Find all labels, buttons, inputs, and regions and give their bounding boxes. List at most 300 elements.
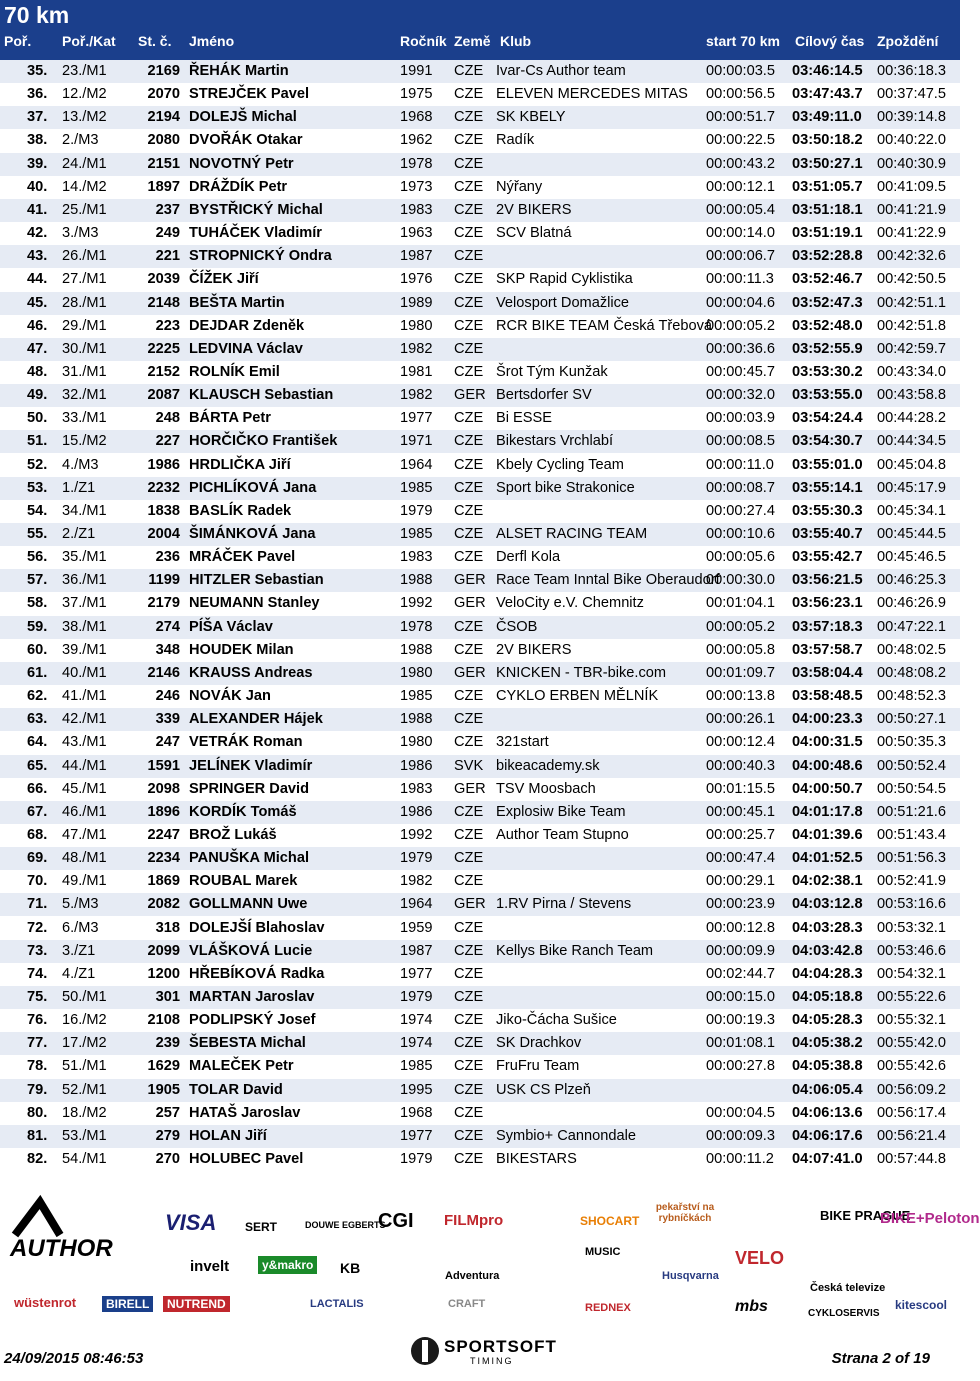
cell-birth-year: 1988 [400,572,433,589]
cell-country: CZE [454,850,484,867]
cell-name: BYSTŘICKÝ Michal [189,201,323,218]
cell-start-number: 348 [155,641,180,658]
cell-club: Velosport Domažlice [496,294,630,311]
cell-start-time: 00:00:09.9 [706,942,775,959]
cell-category-rank: 32./M1 [62,387,107,404]
cell-start-time: 00:00:26.1 [706,711,775,728]
cell-country: GER [454,780,486,797]
cell-country: CZE [454,965,484,982]
cell-club: USK CS Plzeň [496,1081,591,1098]
cell-gap: 00:39:14.8 [877,109,946,126]
table-row [0,893,960,916]
table-row [0,801,960,824]
cell-finish-time: 03:51:19.1 [792,225,863,242]
header-start: start 70 km [706,33,780,49]
cell-name: ŘEHÁK Martin [189,63,289,79]
cell-name: STREJČEK Pavel [189,86,310,103]
cell-gap: 00:51:21.6 [877,803,946,820]
cell-birth-year: 1979 [400,502,433,519]
cell-name: NEUMANN Stanley [189,595,320,612]
cell-start-number: 2070 [147,86,180,103]
cell-club: ČSOB [496,618,538,635]
cell-country: CZE [454,63,484,79]
cell-category-rank: 51./M1 [62,1058,107,1075]
table-row [0,83,960,106]
cell-club: Ivar-Cs Author team [496,63,626,79]
cell-finish-time: 04:03:12.8 [792,896,863,913]
cell-start-number: 1591 [147,757,180,774]
cell-country: CZE [454,201,484,218]
cell-start-time: 00:00:23.9 [706,896,775,913]
cell-gap: 00:42:32.6 [877,248,946,265]
cell-birth-year: 1986 [400,757,433,774]
cell-finish-time: 03:55:01.0 [792,456,863,473]
cell-start-number: 2225 [147,340,180,357]
cell-country: CZE [454,86,484,103]
cell-finish-time: 03:58:04.4 [792,664,863,681]
cell-start-time: 00:00:19.3 [706,1012,775,1029]
cell-start-time: 00:00:30.0 [706,572,775,589]
cell-rank: 52. [27,456,48,473]
cell-birth-year: 1976 [400,271,433,288]
cell-category-rank: 40./M1 [62,664,107,681]
cell-gap: 00:48:08.2 [877,664,946,681]
cell-category-rank: 45./M1 [62,780,107,797]
table-row [0,292,960,315]
cell-rank: 62. [27,688,48,705]
cell-birth-year: 1978 [400,618,433,635]
cell-category-rank: 37./M1 [62,595,107,612]
table-row [0,523,960,546]
cell-rank: 79. [27,1081,48,1098]
cell-birth-year: 1985 [400,526,433,542]
table-row [0,963,960,986]
cell-rank: 65. [27,757,48,774]
cell-gap: 00:50:35.3 [877,734,946,751]
cell-club: TSV Moosbach [496,780,596,797]
cell-name: HRDLIČKA Jiří [189,456,291,473]
cell-start-time: 00:00:11.3 [706,271,774,288]
cell-country: CZE [454,1127,484,1144]
cell-start-time: 00:00:12.8 [706,919,775,936]
sportsoft-logo [410,1334,570,1370]
cell-club: Explosiw Bike Team [496,803,626,820]
cell-start-number: 2169 [147,63,180,79]
cell-club: Author Team Stupno [496,826,629,843]
cell-name: PANUŠKA Michal [189,850,310,867]
cell-rank: 63. [27,711,48,728]
cell-category-rank: 2./Z1 [62,526,96,542]
cell-start-time: 00:00:09.3 [706,1127,775,1144]
cell-gap: 00:47:22.1 [877,618,946,635]
cell-start-number: 1869 [147,873,180,890]
cell-start-number: 236 [155,549,180,566]
cell-gap: 00:56:09.2 [877,1081,946,1098]
cell-country: GER [454,896,486,913]
cell-gap: 00:37:47.5 [877,86,946,103]
sponsor-ceska-televize: Česká televize [810,1282,886,1294]
cell-finish-time: 04:06:13.6 [792,1104,863,1121]
cell-name: VLÁŠKOVÁ Lucie [189,942,313,959]
cell-country: CZE [454,132,484,149]
table-row [0,500,960,523]
cell-finish-time: 03:56:21.5 [792,572,863,589]
cell-category-rank: 3./M3 [62,225,99,242]
cell-rank: 49. [27,387,48,404]
cell-category-rank: 42./M1 [62,711,107,728]
cell-name: HITZLER Sebastian [189,572,324,589]
cell-country: CZE [454,641,484,658]
cell-finish-time: 03:52:55.9 [792,340,863,357]
cell-name: ROUBAL Marek [189,873,298,890]
table-row [0,662,960,685]
cell-rank: 58. [27,595,48,612]
cell-start-time: 00:00:43.2 [706,155,775,172]
cell-finish-time: 04:02:38.1 [792,873,863,890]
cell-start-time: 00:00:47.4 [706,850,775,867]
cell-finish-time: 04:05:18.8 [792,989,863,1005]
cell-finish-time: 03:46:14.5 [792,63,863,79]
cell-birth-year: 1979 [400,850,433,867]
cell-name: MARTAN Jaroslav [189,989,315,1005]
cell-finish-time: 04:05:38.2 [792,1035,863,1052]
cell-start-time: 00:00:08.7 [706,479,775,496]
cell-start-time: 00:00:06.7 [706,248,775,265]
cell-rank: 57. [27,572,48,589]
cell-category-rank: 4./M3 [62,456,99,473]
cell-rank: 77. [27,1035,48,1052]
table-row [0,685,960,708]
cell-gap: 00:57:44.8 [877,1151,946,1168]
cell-birth-year: 1985 [400,479,433,496]
cell-country: CZE [454,803,484,820]
cell-start-time: 00:00:29.1 [706,873,775,890]
cell-country: CZE [454,456,484,473]
cell-name: TOLAR David [189,1081,283,1098]
cell-finish-time: 03:52:48.0 [792,317,863,334]
cell-start-number: 248 [155,410,180,427]
cell-country: CZE [454,711,484,728]
sponsor-lactalis: LACTALIS [310,1298,364,1310]
cell-rank: 71. [27,896,48,913]
cell-category-rank: 18./M2 [62,1104,107,1121]
cell-country: CZE [454,109,484,126]
cell-gap: 00:55:32.1 [877,1012,946,1029]
sponsor-kitescool: kitescool [895,1298,948,1312]
cell-finish-time: 03:57:18.3 [792,618,863,635]
cell-rank: 56. [27,549,48,566]
cell-category-rank: 15./M2 [62,433,107,450]
cell-rank: 74. [27,965,48,982]
cell-start-number: 279 [155,1127,180,1144]
cell-start-number: 246 [155,688,180,705]
cell-start-time: 00:00:27.4 [706,502,775,519]
cell-finish-time: 03:51:05.7 [792,178,863,195]
cell-gap: 00:44:28.2 [877,410,946,427]
cell-finish-time: 03:54:24.4 [792,410,863,427]
cell-start-time: 00:00:04.6 [706,294,775,311]
cell-finish-time: 03:52:28.8 [792,248,863,265]
cell-club: bikeacademy.sk [496,757,600,774]
cell-name: PÍŠA Václav [189,618,273,635]
cell-category-rank: 3./Z1 [62,942,96,959]
cell-rank: 47. [27,340,48,357]
cell-rank: 82. [27,1151,48,1168]
cell-start-number: 270 [155,1151,180,1168]
cell-finish-time: 04:01:39.6 [792,826,863,843]
cell-gap: 00:36:18.3 [877,63,946,79]
cell-name: VETRÁK Roman [189,734,303,751]
cell-country: CZE [454,433,484,450]
table-row [0,153,960,176]
table-row [0,176,960,199]
cell-rank: 54. [27,502,48,519]
cell-finish-time: 03:55:42.7 [792,549,863,566]
cell-name: PODLIPSKÝ Josef [189,1012,316,1029]
cell-country: CZE [454,618,484,635]
cell-country: GER [454,595,486,612]
cell-finish-time: 03:53:30.2 [792,363,863,380]
cell-name: HOLAN Jiří [189,1127,267,1144]
cell-rank: 44. [27,271,48,288]
cell-start-number: 2108 [147,1012,180,1029]
cell-start-number: 223 [155,317,180,334]
cell-category-rank: 27./M1 [62,271,107,288]
table-row [0,1009,960,1032]
cell-country: CZE [454,271,484,288]
cell-gap: 00:45:46.5 [877,549,946,566]
cell-gap: 00:40:22.0 [877,132,946,149]
sponsor-sert: SERT [245,1220,278,1234]
cell-country: CZE [454,989,484,1005]
cell-category-rank: 31./M1 [62,363,107,380]
cell-country: CZE [454,410,484,427]
cell-start-time: 00:00:05.2 [706,618,775,635]
cell-name: ČÍŽEK Jiří [189,271,259,288]
cell-birth-year: 1979 [400,1151,433,1168]
cell-gap: 00:41:21.9 [877,201,946,218]
cell-gap: 00:50:27.1 [877,711,946,728]
cell-club: Šrot Tým Kunžak [496,363,608,380]
table-row [0,940,960,963]
table-row [0,1055,960,1078]
cell-start-number: 2146 [147,664,180,681]
cell-country: CZE [454,688,484,705]
cell-club: SKP Rapid Cyklistika [496,271,633,288]
cell-start-time: 00:00:03.5 [706,63,775,79]
header-rocnik: Ročník [400,33,447,49]
sponsor-visa: VISA [165,1210,217,1235]
header-zpozdeni: Zpoždění [877,33,939,49]
cell-birth-year: 1983 [400,549,433,566]
cell-birth-year: 1968 [400,109,433,126]
sponsor-bike-peloton: BIKE+Peloton [880,1210,980,1227]
cell-category-rank: 33./M1 [62,410,107,427]
header-klub: Klub [500,33,532,49]
cell-name: KORDÍK Tomáš [189,803,297,820]
cell-rank: 80. [27,1104,48,1121]
cell-name: LEDVINA Václav [189,340,303,357]
cell-rank: 78. [27,1058,48,1075]
cell-category-rank: 2./M3 [62,132,99,149]
cell-finish-time: 03:49:11.0 [792,109,862,126]
cell-finish-time: 03:55:30.3 [792,502,863,519]
cell-category-rank: 53./M1 [62,1127,107,1144]
cell-name: DEJDAR Zdeněk [189,317,305,334]
cell-start-number: 2087 [147,387,180,404]
cell-finish-time: 04:00:50.7 [792,780,863,797]
cell-start-time: 00:00:14.0 [706,225,775,242]
cell-birth-year: 1977 [400,1127,433,1144]
cell-gap: 00:52:41.9 [877,873,946,890]
cell-gap: 00:42:51.8 [877,317,946,334]
sportsoft-sub: TIMING [470,1356,514,1366]
cell-name: ROLNÍK Emil [189,363,280,380]
cell-name: BASLÍK Radek [189,502,292,519]
cell-category-rank: 29./M1 [62,317,107,334]
cell-birth-year: 1995 [400,1081,433,1098]
cell-start-time: 00:00:11.2 [706,1151,774,1168]
cell-name: TUHÁČEK Vladimír [189,225,322,242]
cell-category-rank: 14./M2 [62,178,107,195]
sponsor-music: MUSIC [585,1246,621,1258]
table-row [0,430,960,453]
cell-finish-time: 03:56:23.1 [792,595,863,612]
cell-rank: 72. [27,919,48,936]
cell-rank: 61. [27,664,48,681]
cell-country: GER [454,387,486,404]
cell-club: CYKLO ERBEN MĚLNÍK [496,688,659,705]
cell-category-rank: 36./M1 [62,572,107,589]
cell-rank: 48. [27,363,48,380]
cell-name: GOLLMANN Uwe [189,896,308,913]
cell-rank: 60. [27,641,48,658]
cell-start-time: 00:00:15.0 [706,989,775,1005]
cell-birth-year: 1968 [400,1104,433,1121]
table-row [0,477,960,500]
sponsor-husqvarna: Husqvarna [662,1270,719,1282]
cell-finish-time: 03:54:30.7 [792,433,863,450]
cell-category-rank: 6./M3 [62,919,99,936]
cell-category-rank: 23./M1 [62,63,107,79]
cell-start-number: 2151 [147,155,180,172]
cell-birth-year: 1964 [400,896,433,913]
cell-club: Race Team Inntal Bike Oberaudorf [496,572,720,589]
cell-name: JELÍNEK Vladimír [189,757,313,774]
cell-name: HŘEBÍKOVÁ Radka [189,965,325,982]
cell-name: DVOŘÁK Otakar [189,132,303,149]
cell-finish-time: 04:01:52.5 [792,850,863,867]
cell-start-number: 1986 [147,456,180,473]
cell-start-number: 1896 [147,803,180,820]
cell-finish-time: 03:58:48.5 [792,688,863,705]
cell-country: CZE [454,317,484,334]
cell-country: CZE [454,873,484,890]
table-row [0,778,960,801]
cell-club: Bikestars Vrchlabí [496,433,614,450]
cell-start-number: 257 [155,1104,180,1121]
cell-club: 2V BIKERS [496,641,572,658]
cell-finish-time: 04:01:17.8 [792,803,863,820]
cell-category-rank: 39./M1 [62,641,107,658]
cell-country: CZE [454,1035,484,1052]
cell-club: SCV Blatná [496,225,572,242]
cell-rank: 43. [27,248,48,265]
table-row [0,755,960,778]
cell-country: CZE [454,1104,484,1121]
cell-start-number: 2080 [147,132,180,149]
cell-finish-time: 03:52:46.7 [792,271,863,288]
table-row [0,870,960,893]
cell-club: Kbely Cycling Team [496,456,624,473]
cell-category-rank: 1./Z1 [62,479,96,496]
header-zeme: Země [454,33,491,49]
table-row [0,106,960,129]
cell-gap: 00:42:59.7 [877,340,946,357]
cell-category-rank: 24./M1 [62,155,107,172]
cell-birth-year: 1986 [400,803,433,820]
cell-category-rank: 17./M2 [62,1035,107,1052]
cell-rank: 67. [27,803,48,820]
cell-start-number: 227 [155,433,180,450]
cell-start-number: 1897 [147,178,180,195]
cell-rank: 69. [27,850,48,867]
table-row [0,407,960,430]
cell-club: RCR BIKE TEAM Česká Třebová [496,317,713,334]
cell-gap: 00:53:32.1 [877,919,946,936]
cell-name: SPRINGER David [189,780,310,797]
table-row [0,1079,960,1102]
cell-finish-time: 04:00:48.6 [792,757,863,774]
cell-name: KRAUSS Andreas [189,664,313,681]
cell-start-time: 00:00:56.5 [706,86,775,103]
cell-start-number: 2098 [147,780,180,797]
cell-birth-year: 1963 [400,225,433,242]
cell-birth-year: 1977 [400,410,433,427]
cell-gap: 00:50:54.5 [877,780,946,797]
cell-country: CZE [454,294,484,311]
cell-gap: 00:46:25.3 [877,572,946,589]
cell-start-number: 2082 [147,896,180,913]
sponsor-makro: y&makro [258,1256,317,1274]
cell-birth-year: 1987 [400,248,433,265]
sponsor-velo: VELO [735,1248,785,1268]
table-row [0,315,960,338]
cell-rank: 53. [27,479,48,496]
cell-category-rank: 4./Z1 [62,965,96,982]
cell-category-rank: 38./M1 [62,618,107,635]
cell-country: CZE [454,919,484,936]
cell-rank: 40. [27,178,48,195]
cell-start-time: 00:01:04.1 [706,595,775,612]
cell-country: CZE [454,526,484,542]
cell-club: Bi ESSE [496,410,552,427]
cell-country: CZE [454,363,484,380]
cell-start-time: 00:02:44.7 [706,965,775,982]
cell-finish-time: 03:55:40.7 [792,526,863,542]
cell-start-time: 00:00:36.6 [706,340,775,357]
cell-category-rank: 44./M1 [62,757,107,774]
cell-gap: 00:55:42.6 [877,1058,946,1075]
cell-name: HORČIČKO František [189,433,338,450]
cell-name: BÁRTA Petr [189,410,271,427]
sponsor-author: AUTHOR [10,1235,113,1262]
cell-rank: 37. [27,109,48,126]
table-row [0,129,960,152]
cell-country: CZE [454,340,484,357]
header-por-kat: Poř./Kat [62,33,116,49]
cell-gap: 00:55:22.6 [877,989,946,1005]
